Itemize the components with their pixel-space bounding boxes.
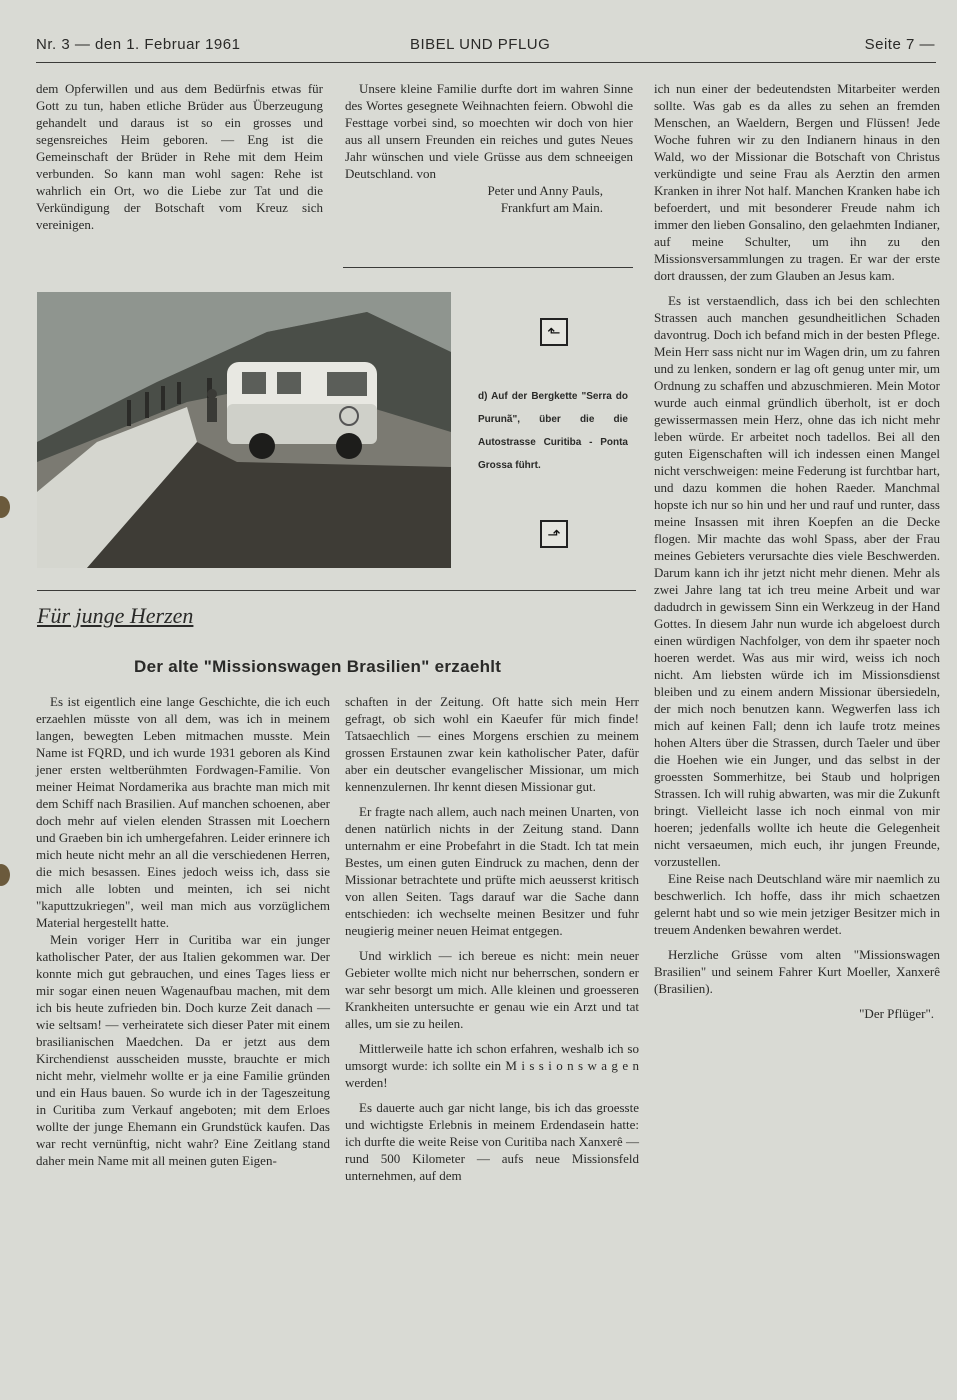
- arrow-down-right-icon: ⬏: [540, 520, 568, 548]
- van-photo: [37, 292, 451, 568]
- top-rule: [343, 267, 633, 268]
- header-rule: [36, 62, 936, 63]
- col3-p1: ich nun einer der bedeutendsten Mitarbeiter werden sollte. Was gab es da alles zu sehen an fremden Menschen, an Waeldern, Bergen und Flüssen! Jede Woche fuhren wir zu den Indianern hinaus in den Wald, wo der Missionar die Botschaft von Christus verkündigte und seine Frau als Aerztin den armen Kranken in ihrer Not half. Manchen Kranken habe ich befoerdert, und mit besonderer Freude nahm ich immer den lieben Gonsalino, den gelaehmten Indianer, auf meine Schulter, um ihn zu den Missionsversammlungen zu tragen. Er war der erste dort draussen, der zum Glauben an Jesus kam.: [654, 81, 940, 283]
- arrow-up-left-icon: ⬑: [540, 318, 568, 346]
- top-column-1: [36, 80, 323, 233]
- story-col2-p2: Er fragte nach allem, auch nach meinen Unarten, von denen natürlich nichts in der Zeitung stand. Dann unternahm er eine Probefahrt in die Stadt. Ich tat mein Bestes, um einen guten Eindruck zu machen, denn der Missionar betrachtete und prüfte mich aeusserst kritisch von allen Seiten. Tags darauf war die Sache dann entschieden: ich wechselte meinen Besitzer und fuhr neugierig meiner neuen Heimat entgegen.: [345, 804, 639, 938]
- issue-info: Nr. 3 — den 1. Februar 1961: [36, 36, 241, 53]
- story-col2-p1: schaften in der Zeitung. Oft hatte sich mein Herr gefragt, ob sich wohl ein Kaeufer für mich finde! Tatsaechlich — eines Morgens erschien zu meinem grossen Erstaunen zwar kein katholischer Pater, dafür aber ein deutscher evangelischer Missionar, um mich kennenzulernen. Ihr kennt diesen Missionar gut.: [345, 694, 639, 794]
- top-col1-text: dem Opferwillen und aus dem Bedürfnis etwas für Gott zu tun, haben etliche Brüder aus Überzeugung gehandelt und daraus ist so ein grosses und segensreiches Heim geboren. — Eng ist die Gemeinschaft der Brüder in Rehe mit dem Heim verbunden. So kann man wohl sagen: Rehe ist wahrlich ein Ort, wo die Liebe zur Tat und die Verkündigung der Botschaft vom Kreuz sich vereinigen.: [36, 81, 323, 232]
- section-title: Für junge Herzen: [37, 603, 194, 628]
- col3-p3: Eine Reise nach Deutschland wäre mir naemlich zu beschwerlich. Ich hoffe, dass ihr mich schaetzen gelernt habt und so wie mein jetziger Besitzer mich in treuem Andenken bewahren werdet.: [654, 871, 940, 937]
- publication-title: BIBEL UND PFLUG: [410, 36, 551, 53]
- col3-p4: Herzliche Grüsse vom alten "Missionswagen Brasilien" und seinem Fahrer Kurt Moeller, Xanxerê (Brasilien).: [654, 947, 940, 996]
- binder-hole-bottom: [0, 864, 10, 886]
- top-column-2: [345, 80, 633, 216]
- story-col1-p1: Es ist eigentlich eine lange Geschichte, die ich euch erzaehlen müsste von all dem, was ich in meinem langen, bewegten Leben mitmachen musste. Mein Name ist FQRD, und ich wurde 1931 geboren als Kind jener ersten weltberühmten Fordwagen-Familie. Von meiner Heimat Nordamerika aus brachte man mich mit dem Schiff nach Brasilien. Auf manchen schoenen, aber doch mehr auf vielen elenden Strassen mit Loechern und Graeben bin ich umhergefahren. Leider erinnere ich mich heute nicht mehr an all die verschiedenen Herren, die mich besassen. Eines jedoch weiss ich, dass sie mich alle lobten und meinten, ich sei nicht "kaputtzukriegen", weil man mich aus vorzüglichem Material hergestellt hatte.: [36, 694, 330, 930]
- binder-hole-top: [0, 496, 10, 518]
- story-col1-p2: Mein voriger Herr in Curitiba war ein junger katholischer Pater, der aus Italien gekommen war. Der konnte mich gut gebrauchen, und eines Tages liess er mir sogar einen neuen Wagenaufbau machen, mit dem ich bis heute zufrieden bin. Doch kurze Zeit danach — wie seltsam! — verheiratete sich dieser Pater mit einem brasilianischen Maedchen. Da er jetzt aus dem Kirchendienst ausscheiden musste, brauchte er mich nicht mehr, vielmehr wollte er ja eine Familie gründen und ein Haus bauen. So wurde ich in der Tageszeitung in Curitiba zum Verkauf angeboten; mit dem Erloes wollte der junge Ehemann ein Grundstück kaufen. Das war recht vernünftig, nicht wahr? Eine Zeitlang stand daher mein Name mit all meinen guten Eigen-: [36, 932, 330, 1168]
- story-title: Der alte "Missionswagen Brasilien" erzaehlt: [134, 657, 502, 676]
- signature-line-1: Peter und Anny Pauls,: [487, 183, 603, 198]
- page-number: Seite 7 —: [864, 36, 935, 53]
- mid-rule-1: [37, 590, 636, 591]
- story-col2-p4: Mittlerweile hatte ich schon erfahren, weshalb ich so umsorgt wurde: ich sollte ein M i s s i o n s w a g e n werden!: [345, 1041, 639, 1090]
- top-col2-text: Unsere kleine Familie durfte dort im wahren Sinne des Wortes gesegnete Weihnachten feiern. Obwohl die Festtage vorbei sind, so moechten wir doch von hier aus all unsern Freunden ein reiches und gutes Neues Jahr wünschen und viele Grüsse aus dem schneeigen Deutschland. von: [345, 81, 633, 181]
- story-column-1: [36, 693, 330, 1169]
- photo-caption: d) Auf der Bergkette "Serra do Purunã", über die die Autostrasse Curitiba - Ponta Grossa führt.: [478, 391, 628, 471]
- col3-signature: "Der Pflüger".: [859, 1006, 934, 1021]
- story-col2-p3: Und wirklich — ich bereue es nicht: mein neuer Gebieter wollte mich nicht nur beherrschen, sondern er war sehr besorgt um mich. Alle kleinen und groesseren Krankheiten untersuchte er genau wie ein Arzt und tat alles, um sie zu heilen.: [345, 948, 639, 1031]
- story-column-2: [345, 693, 639, 1184]
- signature-line-2: Frankfurt am Main.: [500, 200, 603, 215]
- photo-scene: [37, 292, 451, 568]
- col3-p2: Es ist verstaendlich, dass ich bei den schlechten Strassen auch manchen gesundheitlichen Schaden davontrug. Doch ich befand mich in der besten Pflege. Mein Herr sass nicht nur im Wagen drin, um zu fahren und zu lenken, sondern er lag oft genug unter mir, um Ordnung zu schaffen und abzuschmieren. Mein Motor wurde auch einmal gründlich überholt, ist er doch gewissermassen mein Herz, ohne das ich nicht mehr leben würde. Er arbeitet noch tadellos. Bei all den guten Eigenschaften will ich indessen einen Mangel nicht verschweigen: meine Federung ist furchtbar hart, und dazu kommen die hohen Raeder. Manchmal hopste ich nur so hin und her und rauf und runter, dass meine Insassen mit ihren Koepfen an die Decke flogen. Mir machte das wohl Spass, aber der Frau meines Gebieters verursachte dies viele Beschwerden. Darum kann ich ihr jetzt nicht mehr dienen. Mehr als zwei Jahre lang tat ich treu meine Arbeit und war dadudrch in gewissem Sinn ein Werkzeug in der Hand Gottes. In diesem Jahr nun wurde ich abgeloest durch einen würdigen Nachfolger, von dem ihr spaeter noch hoeren werdet. Was aus mir wird, weiss ich noch nicht. Am liebsten würde ich im Missionsdienst bleiben und zu einem andern Missionar übersiedeln, der mich noch benutzen kann. Wegwerfen lass ich mich auf keinen Fall; denn ich laufe trotz meines hohen Alters über die Strassen, durch Taeler und über die Hoehen wie ein Junger, und das selbst in der groessten Sommerhitze, bei Staub und holprigen Strassen. Ich will ruhig abwarten, was mir die Zukunft bringt. Vielleicht lasse ich noch einmal von mir hoeren; jedenfalls wollte ich heute die Gelegenheit nicht versaeumen, mich euch, ihr jungen Freunde, vorzustellen.: [654, 293, 940, 869]
- story-col2-p5: Es dauerte auch gar nicht lange, bis ich das groesste und wichtigste Erlebnis in meinem Erdendasein hatte: ich durfte die weite Reise von Curitiba nach Xanxerê — rund 500 Kilometer — aufs neue Missionsfeld unternehmen, auf dem: [345, 1100, 639, 1183]
- right-column: [654, 80, 940, 1022]
